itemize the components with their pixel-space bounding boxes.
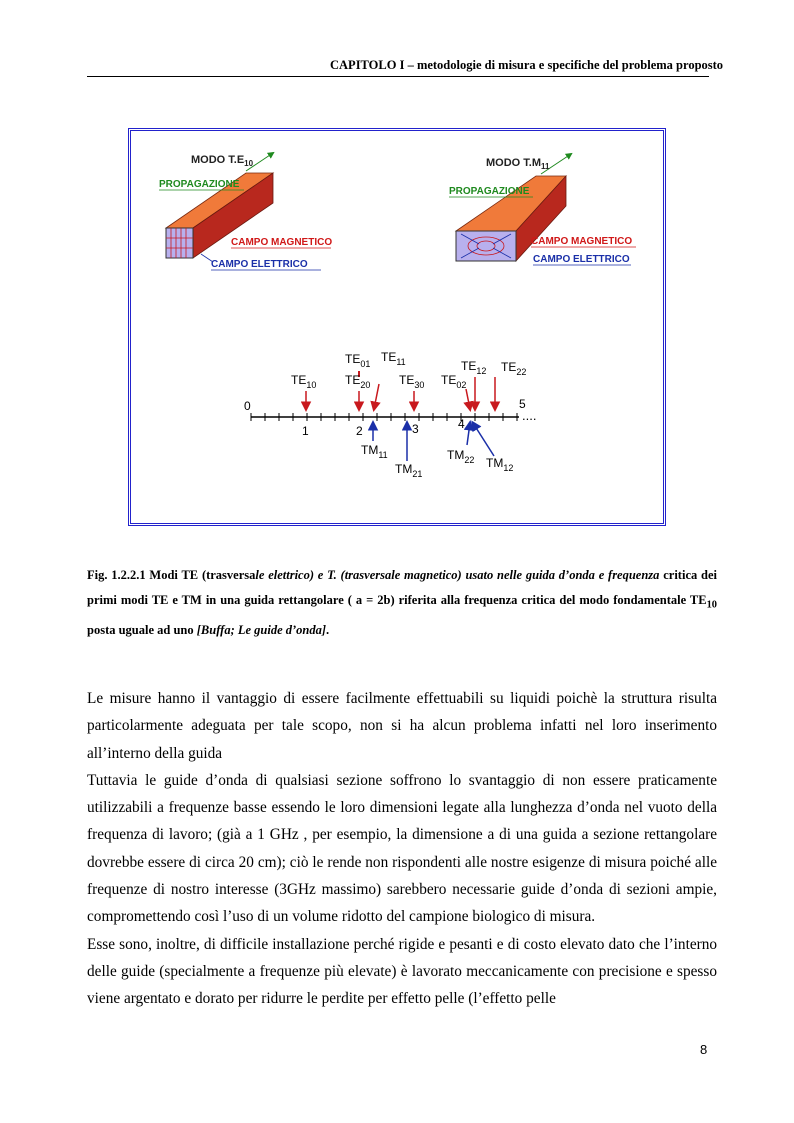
axis-tick-1: 1 xyxy=(302,424,309,438)
paragraph-1: Le misure hanno il vantaggio di essere facilmente effettuabili su liquidi poichè la struttura risulta particolarmente adeguata per tale scopo, non si ha alcun problema infatti nel loro inserimento all’interno della guida xyxy=(87,690,717,762)
svg-text:TE12: $TE_{12}$ xyxy=(461,359,487,376)
paragraph-3: Esse sono, inoltre, di difficile installazione perché rigide e pesanti e di costo elevato dato che l’interno delle guide (specialmente a frequenze più elevate) è lavorato meccanicamente con precisione e spesso viene argentato e dorato per ridurre le perdite per effetto pelle (l’effetto pelle xyxy=(87,935,717,1008)
svg-text:MODO T.E10 xyxy=(191,154,254,168)
running-header: CAPITOLO I – metodologie di misura e specifiche del problema proposto xyxy=(330,58,724,72)
svg-text:TM12: $TM_{12}$ xyxy=(486,456,514,473)
svg-text:MODO T.M11 xyxy=(486,157,550,171)
caption-citation: [Buffa; Le guide d’onda] xyxy=(196,622,327,637)
right-electric-label: CAMPO ELETTRICO xyxy=(533,254,630,265)
right-title-sub: 11 xyxy=(541,162,550,171)
cutoff-frequency-axis xyxy=(244,397,536,438)
caption-part-1: Fig. 1.2.2.1 Modi TE (trasversa xyxy=(87,568,256,582)
axis-tick-5: 5 xyxy=(519,397,526,411)
waveguide-te10 xyxy=(159,153,332,270)
svg-text:TE22: $TE_{22}$ xyxy=(501,360,527,377)
svg-text:TE30: $TE_{30}$ xyxy=(399,373,425,390)
right-propagation-label: PROPAGAZIONE xyxy=(449,186,530,197)
svg-text:TE01: $TE_{01}$ xyxy=(345,352,371,369)
left-magnetic-label: CAMPO MAGNETICO xyxy=(231,237,333,248)
figure-drawing xyxy=(131,131,663,523)
svg-text:TE20: $TE_{20}$ xyxy=(345,373,371,390)
left-electric-label: CAMPO ELETTRICO xyxy=(211,259,308,270)
caption-end: . xyxy=(326,622,330,637)
svg-text:TE02: $TE_{02}$ xyxy=(441,373,467,390)
axis-tick-2: 2 xyxy=(356,424,363,438)
tm-mode-arrows xyxy=(373,423,494,461)
left-title-sub: 10 xyxy=(244,159,254,168)
axis-dots: .... xyxy=(522,408,537,423)
waveguide-tm11 xyxy=(449,154,636,265)
te-mode-labels xyxy=(291,350,526,390)
left-propagation-label: PROPAGAZIONE xyxy=(159,179,240,190)
caption-part-2: le elettrico) e T. (trasversale magnetico) usato nelle guida d’onda e frequenza xyxy=(255,568,660,582)
svg-text:TE10: $TE_{10}$ xyxy=(291,373,317,390)
right-magnetic-label: CAMPO MAGNETICO xyxy=(531,236,633,247)
svg-text:TM11: $TM_{11}$ xyxy=(361,443,388,460)
page-number: 8 xyxy=(700,1042,708,1057)
axis-tick-3: 3 xyxy=(412,422,419,436)
waveguide-front-face xyxy=(456,231,516,261)
caption-part-4: posta uguale ad uno xyxy=(87,622,197,637)
paragraph-2: Tuttavia le guide d’onda di qualsiasi sezione soffrono lo svantaggio di non essere praticamente utilizzabili a frequenze basse essendo le loro dimensioni legate alla lunghezza d’onda nel vuoto della frequenza di lavoro; (già a 1 GHz , per esempio, la dimensione a di una guida a sezione rettangolare dovrebbe essere di circa 20 cm); ciò le rende non rispondenti alle nostre esigenze di misura poiché alle frequenze di nostro interesse (3GHz massimo) sarebbero necessarie guide d’onda di sezioni ampie, compromettendo così l’uso di un volume ridotto del campione biologico di misura. xyxy=(87,771,717,926)
right-title-main: MODO T.M xyxy=(486,157,541,169)
tm-mode-labels xyxy=(361,443,513,479)
caption-sub: 10 xyxy=(706,599,717,611)
body-text xyxy=(87,685,717,1013)
svg-text:TE11: $TE_{11}$ xyxy=(381,350,406,367)
figure-caption xyxy=(87,563,717,643)
axis-tick-4: 4 xyxy=(458,417,465,431)
svg-text:TM22: $TM_{22}$ xyxy=(447,448,475,465)
waveguide-front-face xyxy=(166,228,193,258)
header-rule xyxy=(87,76,709,77)
caption-part-3: critica dei primi modi TE e TM in una guida rettangolare ( a = 2b) riferita alla frequenza critica del modo fondamentale TE xyxy=(87,568,717,607)
left-title-main: MODO T.E xyxy=(191,154,245,166)
axis-tick-0: 0 xyxy=(244,399,251,413)
figure-waveguide-modes xyxy=(128,128,666,526)
svg-text:TM21: $TM_{21}$ xyxy=(395,462,423,479)
